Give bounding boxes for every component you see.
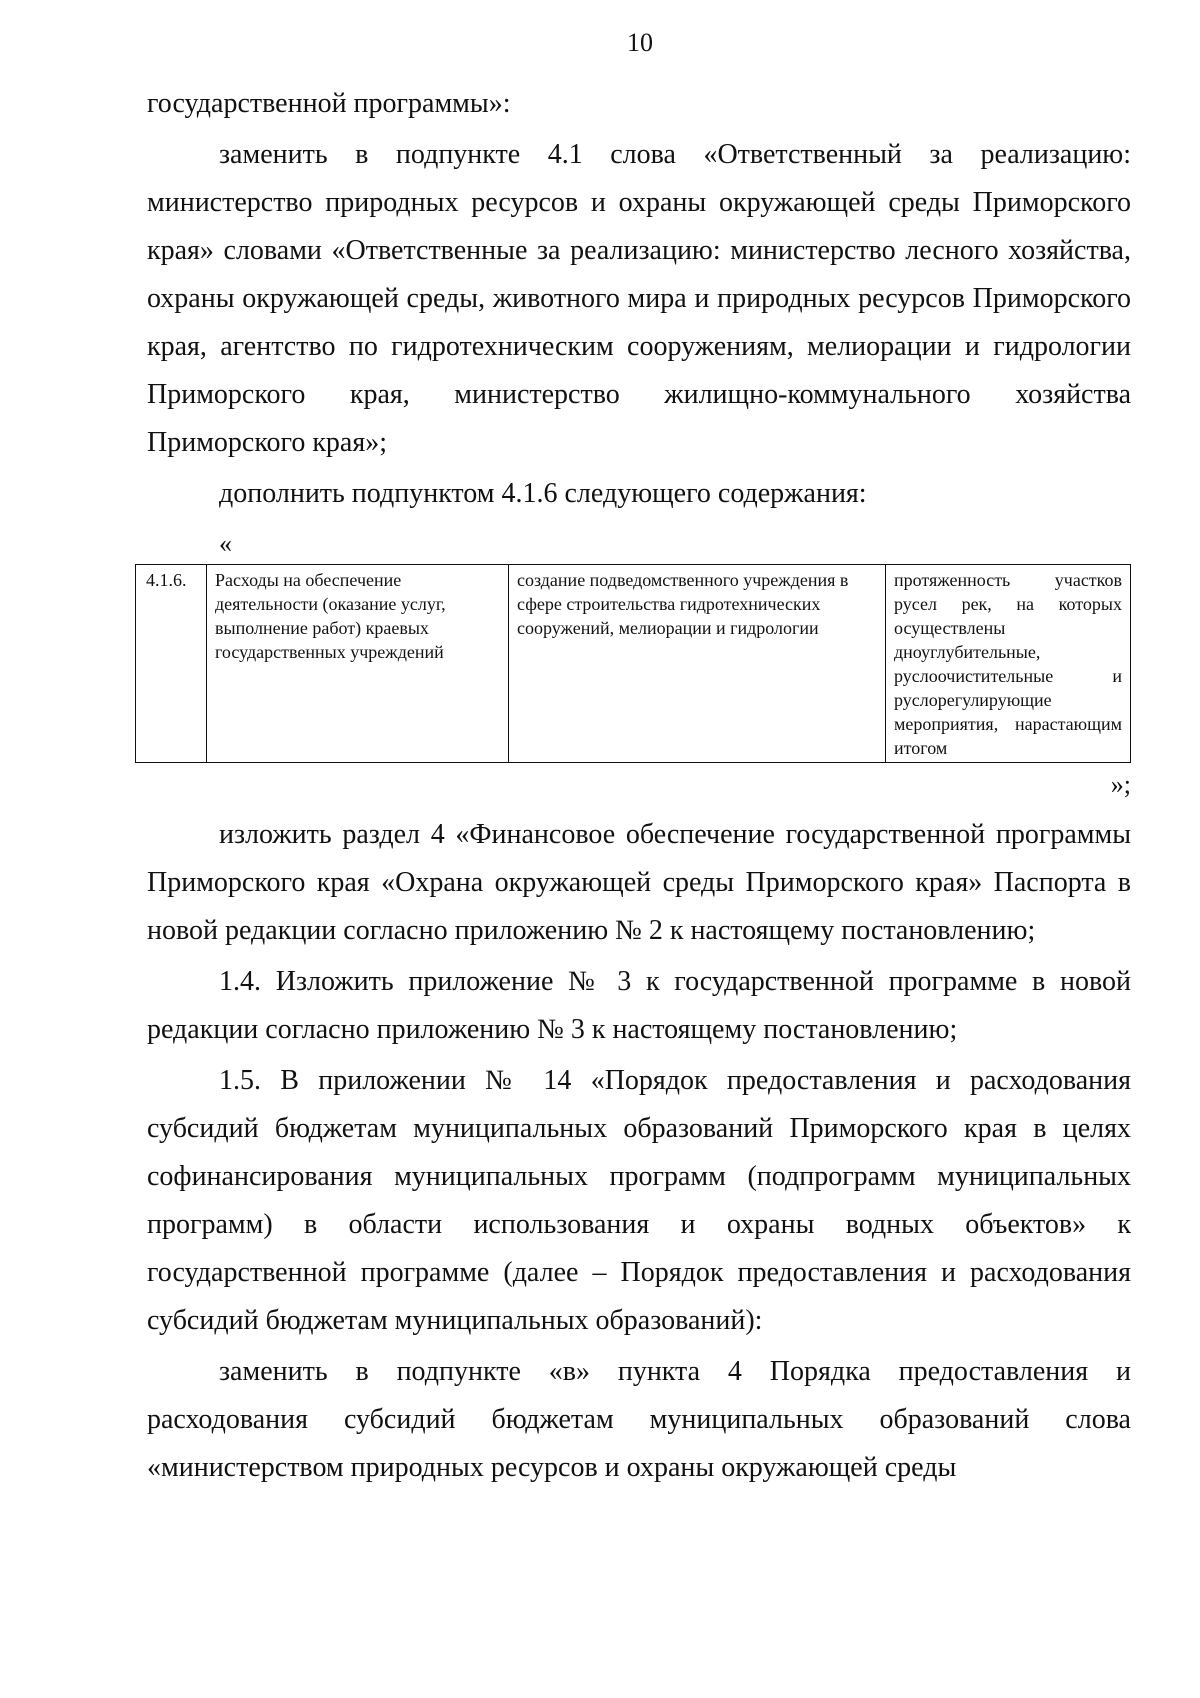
table-row	[136, 565, 1131, 763]
paragraph-1-5: 1.5. В приложении № 14 «Порядок предоставления и расходования субсидий бюджетам муниципальных образований Приморского края в целях софинансирования муниципальных программ (подпрограмм муниципальных программ) в области использования и охраны водных объектов» к государственной программе (далее – Порядок предоставления и расходования субсидий бюджетам муниципальных образований):	[147, 1065, 1131, 1336]
row-number-cell: 4.1.6.	[136, 565, 207, 763]
row-name-cell: Расходы на обеспечение деятельности (оказание услуг, выполнение работ) краевых государственных учреждений	[207, 565, 509, 763]
paragraph-replace-responsible: заменить в подпункте 4.1 слова «Ответственный за реализацию: министерство природных ресурсов и охраны окружающей среды Приморского края» словами «Ответственные за реализацию: министерство лесного хозяйства, охраны окружающей среды, животного мира и природных ресурсов Приморского края, агентство по гидротехническим сооружениям, мелиорации и гидрологии Приморского края, министерство жилищно-коммунального хозяйства Приморского края»;	[147, 139, 1131, 458]
page-number: 10	[627, 28, 653, 57]
row-indicator-cell: протяженность участков русел рек, на которых осуществлены дноуглубительные, руслоочистительные и руслорегулирующие мероприятия, нарастающим итогом	[886, 565, 1131, 763]
closing-quote: »;	[1110, 770, 1131, 799]
document-body	[147, 80, 1131, 1492]
row-result-cell: создание подведомственного учреждения в сфере строительства гидротехнических сооружений, мелиорации и гидрологии	[509, 565, 886, 763]
paragraph-1-4: 1.4. Изложить приложение № 3 к государственной программе в новой редакции согласно приложению № 3 к настоящему постановлению;	[147, 966, 1131, 1045]
inserted-table	[135, 564, 1131, 763]
paragraph-add-subpoint: дополнить подпунктом 4.1.6 следующего содержания:	[219, 478, 867, 509]
paragraph-finance-section: изложить раздел 4 «Финансовое обеспечение государственной программы Приморского края «Охрана окружающей среды Приморского края» Паспорта в новой редакции согласно приложению № 2 к настоящему постановлению;	[147, 819, 1131, 946]
paragraph-program-continuation: государственной программы»:	[147, 88, 511, 119]
opening-quote: «	[219, 529, 232, 558]
paragraph-replace-subpoint-v: заменить в подпункте «в» пункта 4 Порядка предоставления и расходования субсидий бюджетам муниципальных образований слова «министерством природных ресурсов и охраны окружающей среды	[147, 1356, 1131, 1483]
